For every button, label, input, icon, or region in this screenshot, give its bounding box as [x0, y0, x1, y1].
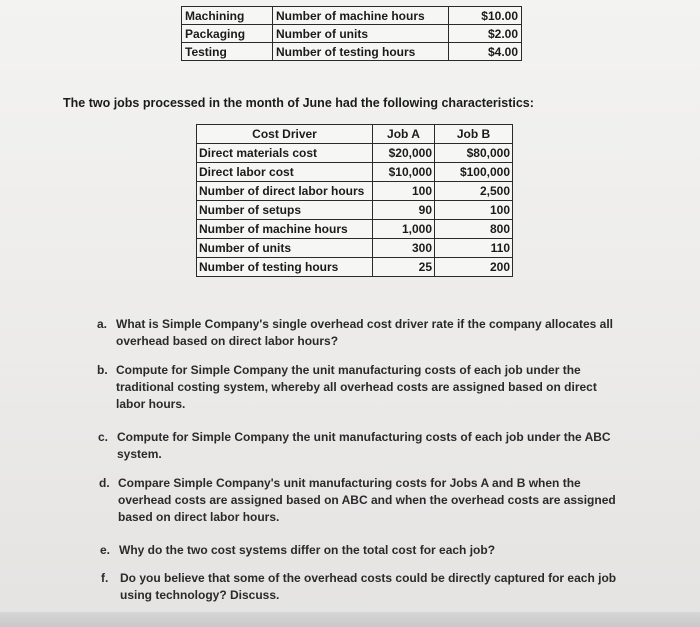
rate-cell: $2.00: [449, 25, 522, 43]
driver-cell: Direct materials cost: [197, 144, 373, 163]
question-line: overhead based on direct labor hours?: [116, 334, 339, 348]
driver-cell: Number of units: [273, 25, 449, 43]
question-letter: d.: [99, 476, 110, 490]
table-row: [182, 25, 522, 43]
question-letter: c.: [98, 430, 109, 444]
table-row: [197, 182, 513, 201]
driver-cell: Number of setups: [197, 201, 373, 220]
job-b-cell: 800: [435, 220, 513, 239]
table-row: [197, 220, 513, 239]
job-b-cell: 200: [435, 258, 513, 277]
question-line: overhead costs are assigned based on ABC and when the overhead costs are assigned: [118, 493, 616, 507]
driver-cell: Number of direct labor hours: [197, 182, 373, 201]
driver-cell: Direct labor cost: [197, 163, 373, 182]
table-row: [197, 144, 513, 163]
question-line: Compare Simple Company's unit manufacturing costs for Jobs A and B when the: [118, 476, 581, 490]
rate-cell: $4.00: [449, 43, 522, 61]
question-line: Why do the two cost systems differ on the total cost for each job?: [119, 543, 496, 557]
question-line: What is Simple Company's single overhead cost driver rate if the company allocates all: [116, 317, 614, 331]
job-a-cell: $20,000: [373, 144, 435, 163]
table-row: [197, 239, 513, 258]
question-d: [99, 475, 616, 526]
question-b: [97, 362, 597, 413]
job-a-cell: 300: [373, 239, 435, 258]
question-a: [97, 316, 614, 350]
table-row: [197, 201, 513, 220]
job-a-cell: 100: [373, 182, 435, 201]
question-letter: a.: [97, 317, 108, 331]
job-b-cell: $80,000: [435, 144, 513, 163]
table-header-row: [197, 125, 513, 144]
question-line: based on direct labor hours.: [118, 510, 280, 524]
question-line: Compute for Simple Company the unit manufacturing costs of each job under the: [116, 363, 581, 377]
table-row: [197, 258, 513, 277]
question-e: [100, 542, 496, 559]
question-letter: e.: [100, 543, 111, 557]
driver-cell: Number of machine hours: [273, 7, 449, 25]
job-b-cell: $100,000: [435, 163, 513, 182]
driver-cell: Number of units: [197, 239, 373, 258]
question-line: traditional costing system, whereby all overhead costs are assigned based on direct: [116, 380, 597, 394]
activity-cell: Machining: [182, 7, 273, 25]
job-characteristics-table: [196, 124, 513, 277]
question-c: [98, 429, 611, 463]
table-row: [182, 7, 522, 25]
rate-cell: $10.00: [449, 7, 522, 25]
question-f: [101, 570, 617, 604]
driver-cell: Number of testing hours: [197, 258, 373, 277]
driver-cell: Number of testing hours: [273, 43, 449, 61]
job-a-cell: $10,000: [373, 163, 435, 182]
question-letter: f.: [101, 571, 109, 585]
question-line: Compute for Simple Company the unit manufacturing costs of each job under the ABC: [117, 430, 611, 444]
question-line: using technology? Discuss.: [120, 588, 280, 602]
header-job-a: Job A: [373, 125, 435, 144]
job-a-cell: 1,000: [373, 220, 435, 239]
activity-cell: Testing: [182, 43, 273, 61]
intro-text: The two jobs processed in the month of June had the following characteristics:: [63, 96, 534, 110]
job-a-cell: 90: [373, 201, 435, 220]
page-bottom-edge: [0, 612, 700, 627]
activity-cell: Packaging: [182, 25, 273, 43]
overhead-rate-table: [181, 6, 522, 61]
driver-cell: Number of machine hours: [197, 220, 373, 239]
job-b-cell: 110: [435, 239, 513, 258]
job-a-cell: 25: [373, 258, 435, 277]
job-b-cell: 100: [435, 201, 513, 220]
question-line: labor hours.: [116, 397, 186, 411]
question-line: Do you believe that some of the overhead costs could be directly captured for each job: [120, 571, 617, 585]
job-b-cell: 2,500: [435, 182, 513, 201]
header-cost-driver: Cost Driver: [197, 125, 373, 144]
table-row: [197, 163, 513, 182]
header-job-b: Job B: [435, 125, 513, 144]
question-line: system.: [117, 447, 162, 461]
question-letter: b.: [97, 363, 108, 377]
table-row: [182, 43, 522, 61]
